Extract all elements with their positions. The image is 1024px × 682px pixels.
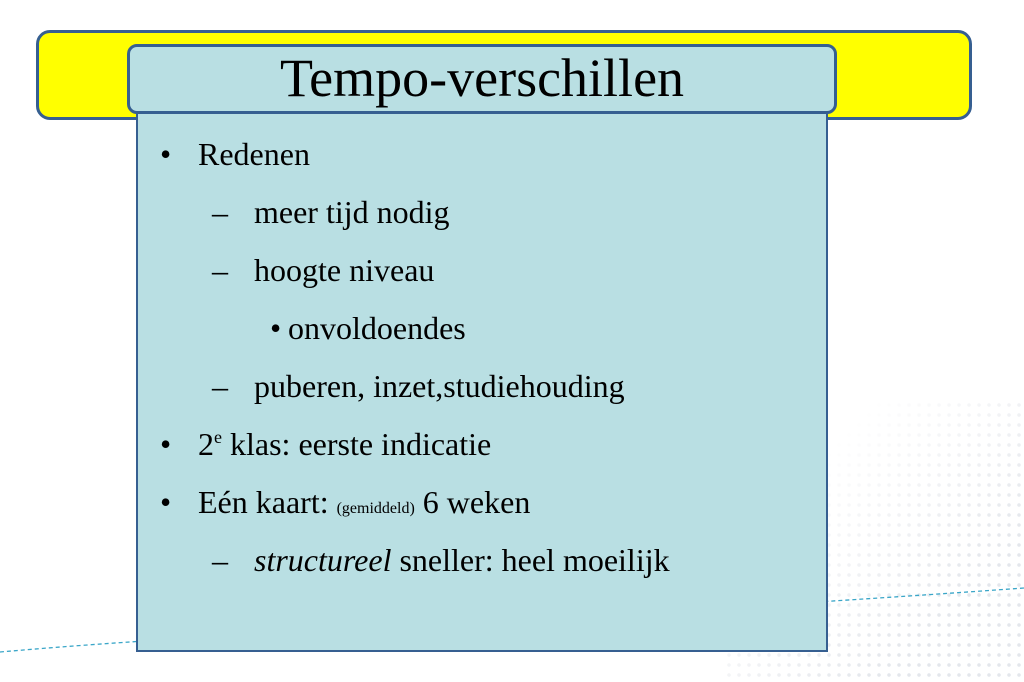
bullet-item: • Eén kaart: (gemiddeld) 6 weken	[160, 480, 670, 538]
sub-bullet-item: – puberen, inzet,studiehouding	[160, 364, 670, 422]
sub-bullet-item: – meer tijd nodig	[160, 190, 670, 248]
bullet-marker: •	[160, 136, 172, 172]
dash-marker: –	[212, 542, 228, 578]
dash-marker: –	[212, 368, 228, 404]
bullet-marker: •	[160, 426, 172, 462]
title-box	[127, 44, 837, 114]
bullet-item: • Redenen	[160, 132, 670, 190]
bullet-marker: •	[270, 310, 282, 346]
dash-marker: –	[212, 194, 228, 230]
slide-title: Tempo-verschillen	[279, 48, 685, 108]
bullet-marker: •	[160, 484, 172, 520]
bullet-item: • 2e klas: eerste indicatie	[160, 422, 670, 480]
dash-marker: –	[212, 252, 228, 288]
sub-bullet-item: – hoogte niveau	[160, 248, 670, 306]
sub-bullet-item: – structureel sneller: heel moeilijk	[160, 538, 670, 596]
bullet-list	[160, 132, 670, 596]
sub-sub-bullet-item: • onvoldoendes	[160, 306, 670, 364]
